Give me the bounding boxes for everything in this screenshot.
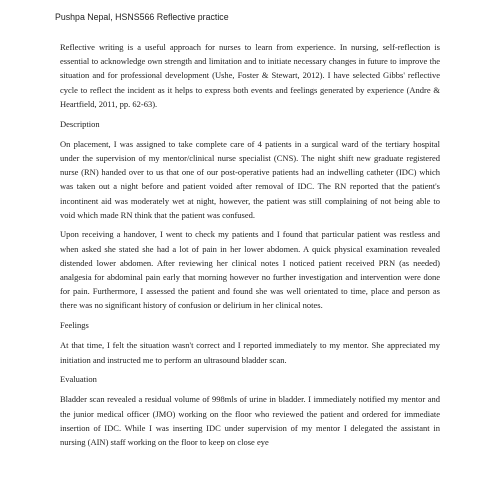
page-header: Pushpa Nepal, HSNS566 Reflective practice [55,12,229,22]
section-heading-evaluation: Evaluation [60,374,97,385]
intro-paragraph: Reflective writing is a useful approach for nurses to learn from experience. In nursing, self-reflection is essential to acknowledge own strength and limitation and to initiate necessary changes in future to improve the situation and for professional development (Ushe, Foster & Stewart, 2012). I have selected Gibbs' reflective cycle to reflect the incident as it helps to express both events and feelings generated by experience (Andre & Heartfield, 2011, pp. 62-63). [60,42,440,109]
document-body [60,40,440,455]
description-paragraph-1: On placement, I was assigned to take complete care of 4 patients in a surgical ward of the tertiary hospital under the supervision of my mentor/clinical nurse specialist (CNS). The night shift new graduate registered nurse (RN) handed over to us that one of our post-operative patients had an indwelling catheter (IDC) which was taken out a night before and patient voided after removal of IDC. The RN reported that the patient's incontinent aid was moderately wet at night, however, the patient was still complaining of not being able to void which made RN think that the patient was confused. [60,138,440,220]
section-heading-description: Description [60,118,100,129]
feelings-paragraph: At that time, I felt the situation wasn't correct and I reported immediately to my mentor. She appreciated my initiation and instructed me to perform an ultrasound bladder scan. [60,340,440,365]
description-paragraph-2: Upon receiving a handover, I went to check my patients and I found that particular patient was restless and when asked she stated she had a lot of pain in her lower abdomen. A quick physical examination revealed distended lower abdomen. After reviewing her clinical notes I noticed patient received PRN (as needed) analgesia for abdominal pain early that morning however no further investigation and intervention were done for pain. Furthermore, I assessed the patient and found she was well orientated to time, place and person as there was no significant history of confusion or delirium in her clinical notes. [60,229,440,311]
section-heading-feelings: Feelings [60,320,89,331]
evaluation-paragraph: Bladder scan revealed a residual volume of 998mls of urine in bladder. I immediately notified my mentor and the junior medical officer (JMO) working on the floor who reviewed the patient and ordered for immediate insertion of IDC. While I was inserting IDC under supervision of my mentor I delegated the assistant in nursing (AIN) staff working on the floor to keep on close eye [60,394,440,448]
